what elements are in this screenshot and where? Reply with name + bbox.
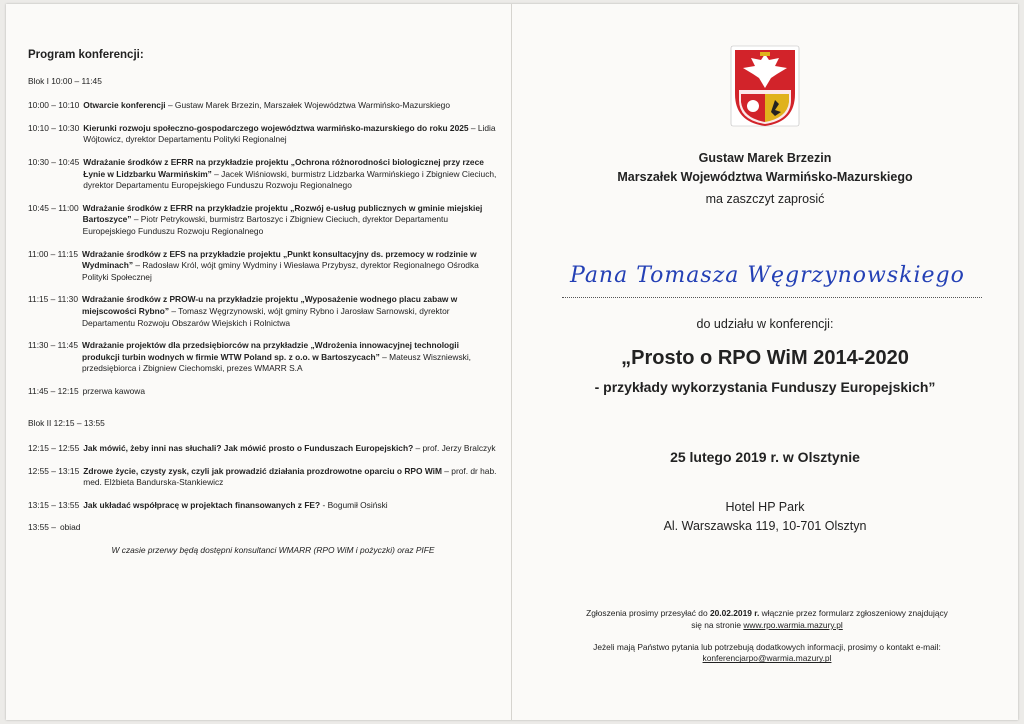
block-1-items xyxy=(28,100,498,397)
program-item-body xyxy=(83,203,498,238)
program-item xyxy=(28,386,498,398)
program-item xyxy=(28,123,498,146)
program-item-speakers: – prof. dr hab. med. Elżbieta Bandurska-Stankiewicz xyxy=(83,465,497,488)
program-item-topic: Wdrażanie środków z EFS na przykładzie projektu „Punkt konsultacyjny ds. przemocy w rodzinie w Wydminach” xyxy=(81,248,477,271)
program-item xyxy=(28,500,498,512)
program-item-time: 12:15 – 12:55 xyxy=(28,443,80,454)
program-item-time: 11:45 – 12:15 xyxy=(28,385,79,396)
venue xyxy=(512,498,1018,536)
program-item-topic: Wdrażanie środków z EFRR na przykładzie projektu „Rozwój e-usług publicznych w gminie miejskiej Bartoszyce” xyxy=(82,202,483,225)
program-item-time: 11:30 – 11:45 xyxy=(28,340,78,351)
host-title-line: Marszałek Województwa Warmińsko-Mazurskiego xyxy=(617,170,913,184)
program-item-time: 10:10 – 10:30 xyxy=(28,122,80,133)
registration-paragraph xyxy=(582,608,952,632)
program-item-body xyxy=(83,157,498,192)
program-item-speakers: obiad xyxy=(59,522,81,533)
contact-email-link[interactable]: konferencjarpo@warmia.mazury.pl xyxy=(702,653,832,664)
program-item-body xyxy=(83,386,498,398)
contact-text: Jeżeli mają Państwo pytania lub potrzebują dodatkowych informacji, prosimy o kontakt e-mail: xyxy=(593,641,941,652)
program-item-topic: Jak układać współpracę w projektach finansowanych z FE? xyxy=(83,499,321,510)
program-item-time: 11:00 – 11:15 xyxy=(28,248,78,259)
program-item-body xyxy=(83,100,498,112)
conference-date: 25 lutego 2019 r. w Olsztynie xyxy=(670,449,860,465)
program-item xyxy=(28,157,498,192)
registration-url-link[interactable]: www.rpo.warmia.mazury.pl xyxy=(743,619,843,630)
program-item-topic: Zdrowe życie, czysty zysk, czyli jak prowadzić działania prozdrowotne oparciu o RPO WiM xyxy=(83,465,442,476)
registration-deadline: 20.02.2019 r. xyxy=(709,608,760,618)
program-item-time: 13:55 – xyxy=(28,522,56,533)
program-item xyxy=(28,466,498,489)
program-item-speakers: - Bogumił Osiński xyxy=(320,499,388,510)
program-item-time: 12:55 – 13:15 xyxy=(28,465,80,476)
program-item-topic: Wdrażanie środków z EFRR na przykładzie projektu „Ochrona różnorodności biologicznej przy rzece Łynie w Lidzbarku Warmińskim” xyxy=(83,156,484,179)
program-item xyxy=(28,522,498,534)
contact-paragraph xyxy=(582,642,952,666)
program-item-body xyxy=(82,294,498,329)
program-item-body xyxy=(83,123,498,146)
registration-text-a: Zgłoszenia prosimy przesyłać do xyxy=(586,608,710,618)
venue-name: Hotel HP Park xyxy=(725,500,805,514)
program-item xyxy=(28,340,498,375)
program-item-body xyxy=(82,340,498,375)
invite-text: ma zaszczyt zaprosić xyxy=(705,192,825,206)
program-item-body xyxy=(82,249,498,284)
program-item-body xyxy=(83,466,498,489)
program-item-speakers: – Mateusz Wiszniewski, przedsiębiorca i Zbigniew Ciechomski, prezes WMARR S.A xyxy=(81,351,472,374)
block-2-heading: Blok II 12:15 – 13:55 xyxy=(28,418,105,429)
block-1-heading: Blok I 10:00 – 11:45 xyxy=(28,75,102,86)
host-name xyxy=(512,149,1018,187)
program-item-topic: Kierunki rozwoju społeczno-gospodarczego województwa warmińsko-mazurskiego do roku 2025 xyxy=(83,122,469,133)
program-item-body xyxy=(60,522,498,534)
program-item-topic: Otwarcie konferencji xyxy=(83,100,166,111)
program-page xyxy=(28,50,498,557)
program-item-time: 13:15 – 13:55 xyxy=(28,499,80,510)
program-item-topic: Wdrażanie projektów dla przedsiębiorców na przykładzie „Wdrożenia innowacyjnej technologii produkcji turbin wodnych w firmie WTW Poland sp. z o.o. w Bartoszycach” xyxy=(81,340,459,362)
host-name-line: Gustaw Marek Brzezin xyxy=(698,151,832,165)
guest-name-handwritten: Pana Tomasza Węgrzynowskiego xyxy=(570,263,965,288)
program-item xyxy=(28,100,498,112)
program-item-topic: Jak mówić, żeby inni nas słuchali? Jak mówić prosto o Funduszach Europejskich? xyxy=(83,443,414,454)
program-item xyxy=(28,249,498,284)
program-item-body xyxy=(83,500,498,512)
program-item xyxy=(28,294,498,329)
program-item xyxy=(28,443,498,455)
conference-subtitle: - przykłady wykorzystania Funduszy Europejskich” xyxy=(594,379,936,395)
program-item-speakers: – Gustaw Marek Brzezin, Marszałek Województwa Warmińsko-Mazurskiego xyxy=(165,100,450,111)
program-item-body xyxy=(83,443,498,455)
program-item-speakers: – Jacek Wiśniowski, burmistrz Lidzbarka Warmińskiego i Zbigniew Cieciuch, dyrektor Departamentu Europejskiego Funduszu Rozwoju Regionalnego xyxy=(83,168,497,191)
program-item-speakers: – Piotr Petrykowski, burmistrz Bartoszyc i Zbigniew Cieciuch, dyrektor Departamentu Europejskiego Funduszu Rozwoju Regionalnego xyxy=(82,214,448,236)
block-2-items xyxy=(28,443,498,534)
program-item xyxy=(28,203,498,238)
program-item-speakers: przerwa kawowa xyxy=(82,385,145,396)
program-item-time: 10:45 – 11:00 xyxy=(28,202,79,213)
program-item-speakers: – Radosław Król, wójt gminy Wydminy i Wiesława Przybysz, dyrektor Regionalnego Ośrodka Polityki Społecznej xyxy=(81,260,479,282)
program-item-speakers: – Lidia Wójtowicz, dyrektor Departamentu Polityki Regionalnej xyxy=(83,122,496,145)
registration-text-b: włącznie przez formularz zgłoszeniowy znajdujący się na stronie xyxy=(691,608,948,630)
guest-name-field xyxy=(562,259,982,298)
coat-of-arms-icon xyxy=(729,44,801,128)
program-item-speakers: – Tomasz Węgrzynowski, wójt gminy Rybno i Jarosław Sarnowski, dyrektor Departamentu Rozwoju Obszarów Wiejskich i Rolnictwa xyxy=(81,305,450,328)
venue-address: Al. Warszawska 119, 10-701 Olsztyn xyxy=(663,519,867,533)
consultants-note: W czasie przerwy będą dostępni konsultanci WMARR (RPO WiM i pożyczki) oraz PIFE xyxy=(111,545,435,556)
participate-text: do udziału w konferencji: xyxy=(696,317,834,331)
program-item-topic: Wdrażanie środków z PROW-u na przykładzie projektu „Wyposażenie wodnego placu zabaw w miejscowości Rybno” xyxy=(81,294,458,316)
invitation-page xyxy=(512,4,1018,720)
program-item-time: 11:15 – 11:30 xyxy=(28,294,78,305)
program-title: Program konferencji: xyxy=(28,49,144,61)
program-item-time: 10:30 – 10:45 xyxy=(28,156,80,167)
program-item-speakers: – prof. Jerzy Bralczyk xyxy=(413,443,496,454)
registration-info xyxy=(582,608,952,675)
conference-title: „Prosto o RPO WiM 2014-2020 xyxy=(621,347,909,369)
program-item-time: 10:00 – 10:10 xyxy=(28,100,80,111)
